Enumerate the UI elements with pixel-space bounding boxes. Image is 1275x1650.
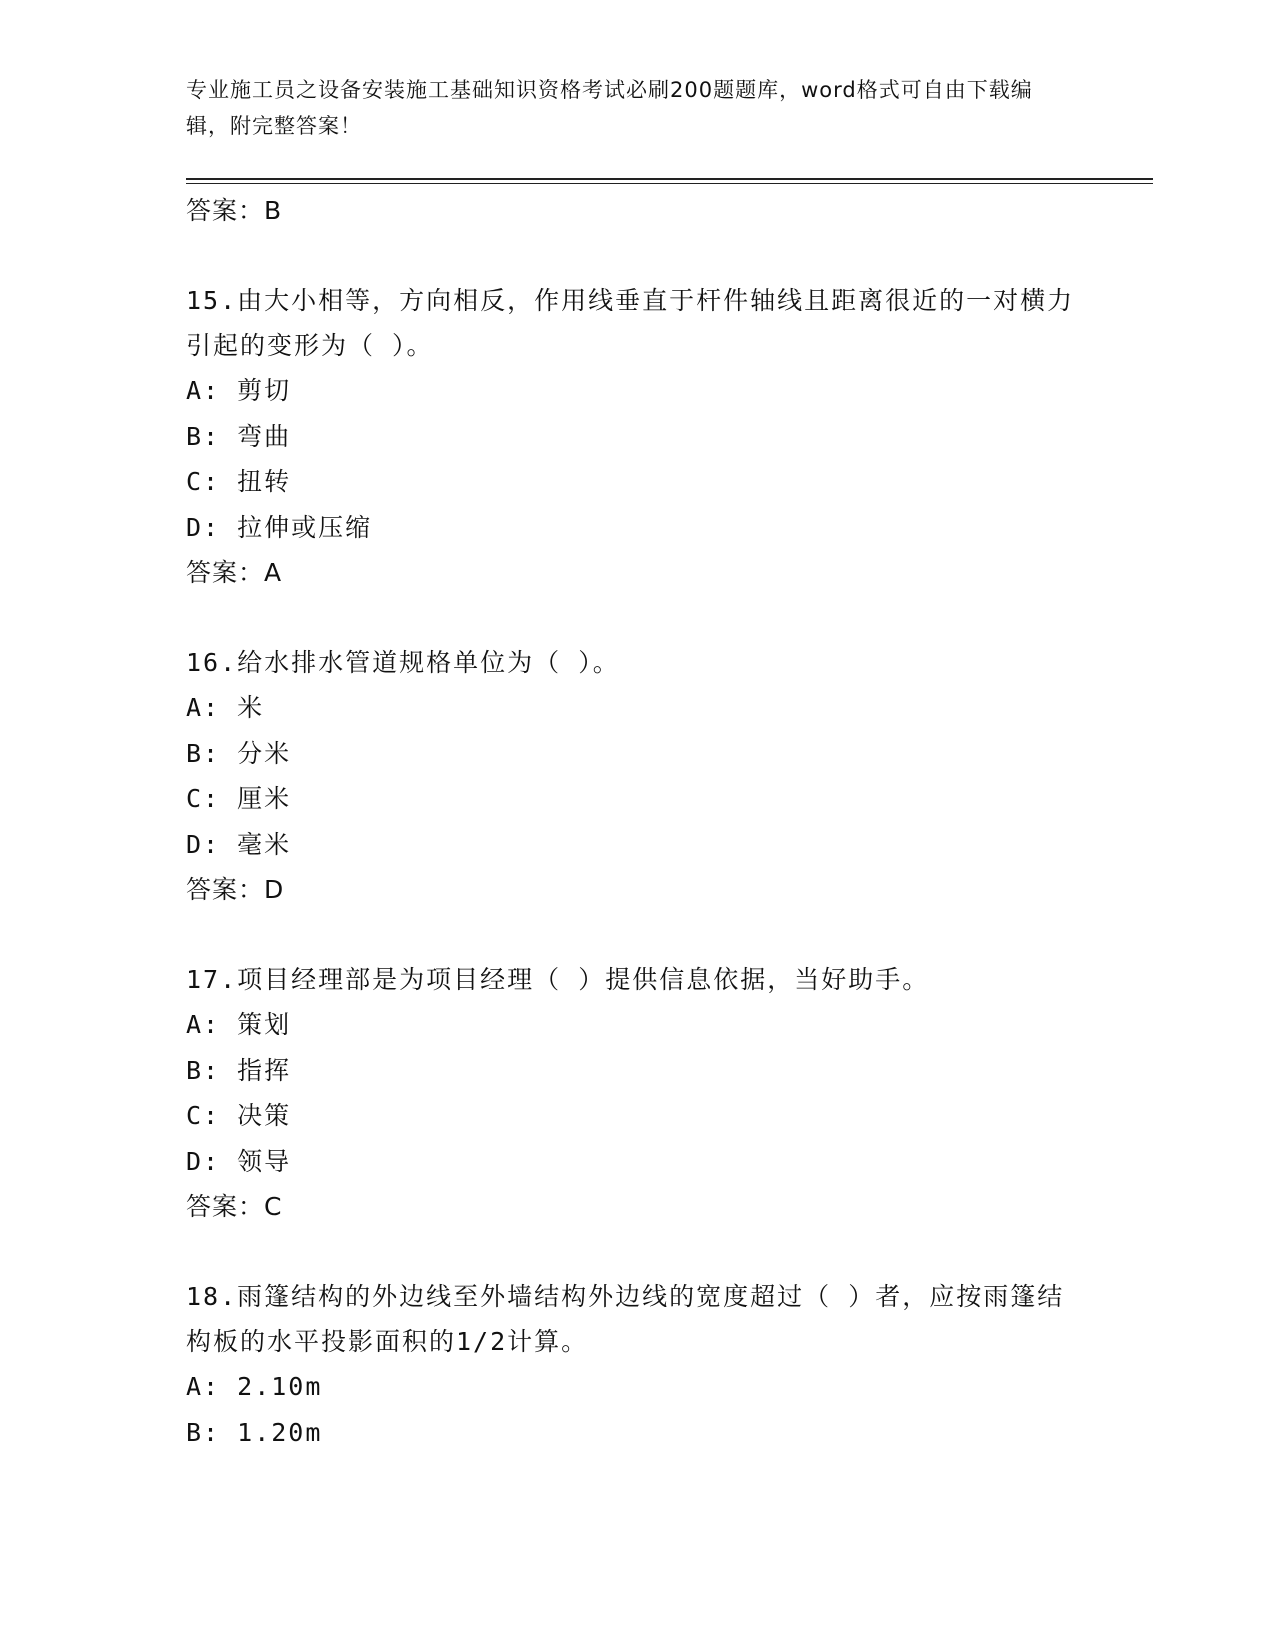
option-a: A: 策划 bbox=[186, 1010, 292, 1039]
question-text: 17.项目经理部是为项目经理（ ）提供信息依据，当好助手。 bbox=[186, 965, 930, 994]
previous-answer: 答案：B bbox=[186, 196, 283, 225]
question-18 bbox=[186, 1274, 1086, 1455]
question-text: 18.雨篷结构的外边线至外墙结构外边线的宽度超过（ ）者，应按雨篷结构板的水平投影面积的1/2计算。 bbox=[186, 1282, 1065, 1356]
document-header bbox=[186, 72, 1066, 144]
answer-line: 答案：C bbox=[186, 1192, 283, 1221]
header-divider-thin bbox=[186, 183, 1153, 184]
question-16 bbox=[186, 640, 1086, 913]
question-17 bbox=[186, 957, 1086, 1230]
option-b: B: 1.20m bbox=[186, 1417, 323, 1447]
option-c: C: 厘米 bbox=[186, 784, 292, 813]
header-divider-thick bbox=[186, 178, 1153, 180]
option-a: A: 米 bbox=[186, 693, 265, 722]
option-d: D: 领导 bbox=[186, 1146, 292, 1176]
option-a: A: 剪切 bbox=[186, 376, 292, 405]
option-b: B: 指挥 bbox=[186, 1055, 292, 1085]
answer-line: 答案：D bbox=[186, 875, 285, 904]
option-d: D: 毫米 bbox=[186, 829, 292, 859]
option-c: C: 扭转 bbox=[186, 467, 292, 496]
option-b: B: 弯曲 bbox=[186, 421, 292, 451]
question-15 bbox=[186, 278, 1086, 596]
option-d: D: 拉伸或压缩 bbox=[186, 512, 373, 542]
question-list bbox=[186, 188, 1086, 1455]
document-title: 专业施工员之设备安装施工基础知识资格考试必刷200题题库，word格式可自由下载编辑，附完整答案！ bbox=[186, 78, 1033, 138]
question-text: 16.给水排水管道规格单位为（ ）。 bbox=[186, 648, 620, 677]
option-a: A: 2.10m bbox=[186, 1372, 323, 1401]
answer-line: 答案：A bbox=[186, 558, 283, 587]
option-b: B: 分米 bbox=[186, 738, 292, 768]
option-c: C: 决策 bbox=[186, 1101, 292, 1130]
question-text: 15.由大小相等，方向相反，作用线垂直于杆件轴线且距离很近的一对横力引起的变形为（ ）。 bbox=[186, 286, 1075, 360]
